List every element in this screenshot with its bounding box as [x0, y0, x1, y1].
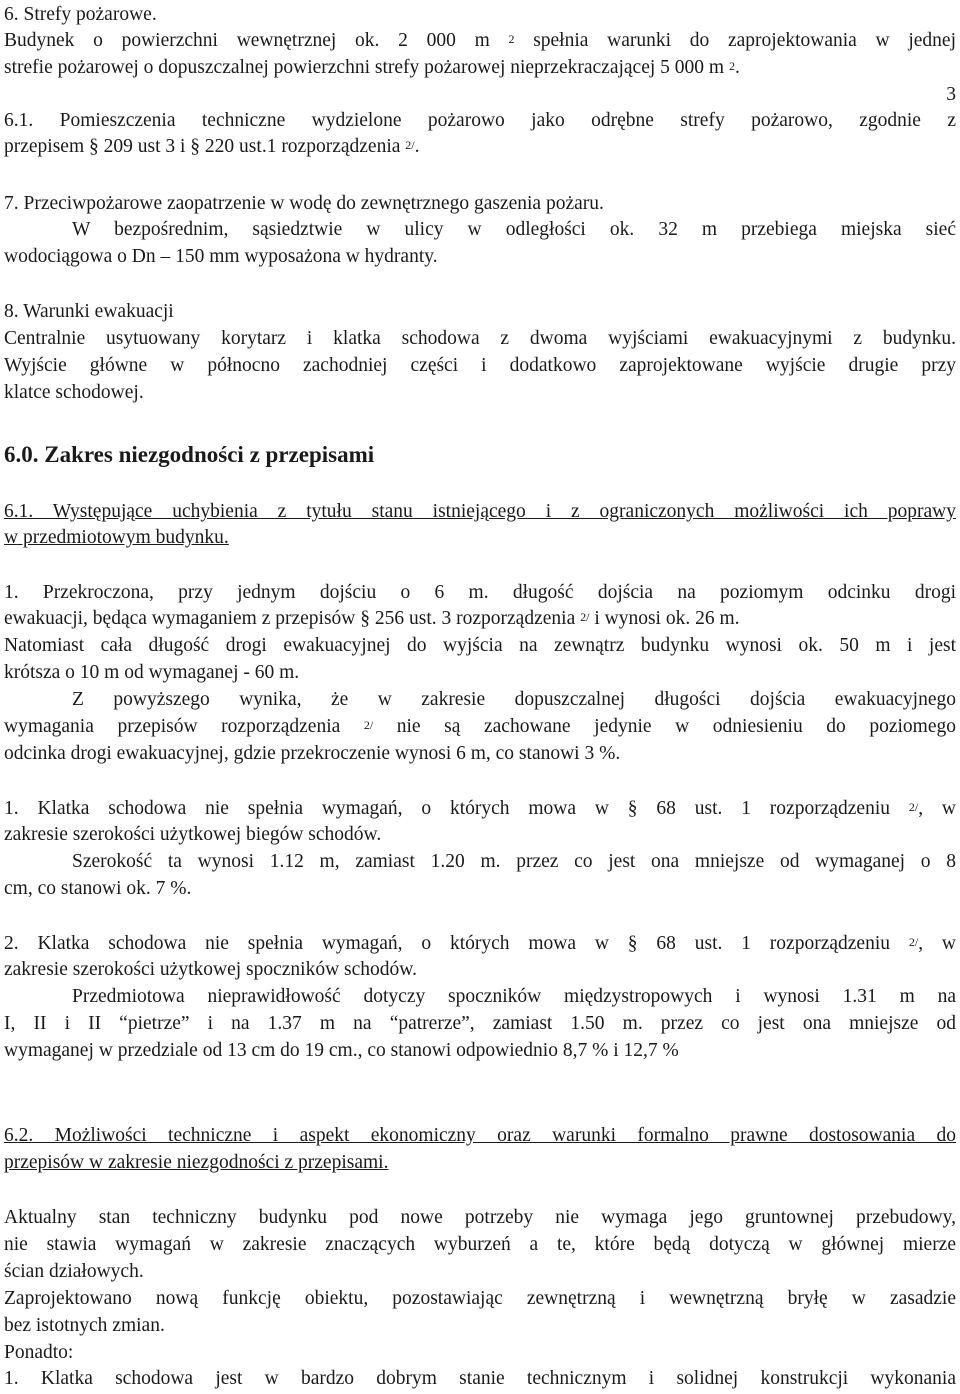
- paragraph-line: zakresie szerokości użytkowej spoczników schodów.: [4, 959, 417, 980]
- paragraph-line: ścian działowych.: [4, 1261, 144, 1282]
- paragraph-line: Przedmiotowa nieprawidłowość dotyczy spoczników międzystropowych i wynosi 1.31 m na: [72, 986, 956, 1007]
- paragraph-line: 1. Klatka schodowa nie spełnia wymagań, o których mowa w § 68 ust. 1 rozporządzeniu $^{2/}$, w: [4, 798, 956, 819]
- paragraph-line: Zaprojektowano nową funkcję obiektu, pozostawiając zewnętrzną i wewnętrzną bryłę w zasadzie: [4, 1288, 956, 1309]
- page-number: 3: [946, 84, 956, 105]
- paragraph-line: klatce schodowej.: [4, 382, 144, 403]
- paragraph-line: Natomiast cała długość drogi ewakuacyjnej do wyjścia na zewnątrz budynku wynosi ok. 50 m i jest: [4, 635, 956, 656]
- paragraph-line: W bezpośrednim, sąsiedztwie w ulicy w odległości ok. 32 m przebiega miejska sieć: [72, 219, 956, 240]
- paragraph-line: Szerokość ta wynosi 1.12 m, zamiast 1.20 m. przez co jest ona mniejsze od wymaganej o 8: [72, 851, 956, 872]
- subsection-6-2-title: przepisów w zakresie niezgodności z przepisami.: [4, 1152, 389, 1173]
- paragraph-line: cm, co stanowi ok. 7 %.: [4, 878, 192, 899]
- paragraph-line: Aktualny stan techniczny budynku pod nowe potrzeby nie wymaga jego gruntownej przebudowy,: [4, 1207, 956, 1228]
- paragraph-line: Wyjście główne w północno zachodniej części i dodatkowo zaprojektowane wyjście drugie przy: [4, 355, 956, 376]
- paragraph-line: Z powyższego wynika, że w zakresie dopuszczalnej długości dojścia ewakuacyjnego: [72, 689, 956, 710]
- paragraph-line: krótsza o 10 m od wymaganej - 60 m.: [4, 662, 300, 683]
- section-6-0-heading: 6.0. Zakres niezgodności z przepisami: [4, 442, 375, 467]
- subsection-6-1-title: 6.1. Występujące uchybienia z tytułu stanu istniejącego i z ograniczonych możliwości ich poprawy: [4, 501, 956, 522]
- paragraph-line: wodociągowa o Dn – 150 mm wyposażona w hydranty.: [4, 246, 438, 267]
- section-6-heading: 6. Strefy pożarowe.: [4, 4, 157, 25]
- paragraph-line: 1. Klatka schodowa jest w bardzo dobrym stanie technicznym i solidnej konstrukcji wykonania: [4, 1368, 956, 1389]
- paragraph-line: przepisem § 209 ust 3 i § 220 ust.1 rozporządzenia $^{2/}$.: [4, 136, 420, 157]
- paragraph-line: wymaganej w przedziale od 13 cm do 19 cm., co stanowi odpowiednio 8,7 % i 12,7 %: [4, 1040, 679, 1061]
- section-8-heading: 8. Warunki ewakuacji: [4, 301, 174, 322]
- subsection-6-2-title: 6.2. Możliwości techniczne i aspekt ekonomiczny oraz warunki formalno prawne dostosowania do: [4, 1125, 956, 1146]
- paragraph-line: Centralnie usytuowany korytarz i klatka schodowa z dwoma wyjściami ewakuacyjnymi z budynku.: [4, 328, 956, 349]
- paragraph-line: Budynek o powierzchni wewnętrznej ok. 2 000 m $^2$ spełnia warunki do zaprojektowania w jednej: [4, 30, 957, 51]
- paragraph-line: odcinka drogi ewakuacyjnej, gdzie przekroczenie wynosi 6 m, co stanowi 3 %.: [4, 743, 621, 764]
- subsection-6-1-title: w przedmiotowym budynku.: [4, 527, 229, 548]
- paragraph-line: strefie pożarowej o dopuszczalnej powierzchni strefy pożarowej nieprzekraczającej 5 000 m $^2$.: [4, 57, 740, 78]
- paragraph-line: wymagania przepisów rozporządzenia $^{2/}$ nie są zachowane jedynie w odniesieniu do poziomego: [4, 716, 956, 737]
- paragraph-line: 1. Przekroczona, przy jednym dojściu o 6 m. długość dojścia na poziomym odcinku drogi: [4, 582, 956, 603]
- paragraph-line: nie stawia wymagań w zakresie znaczących wyburzeń a te, które będą dotyczą w głównej mierze: [4, 1234, 956, 1255]
- section-7-heading: 7. Przeciwpożarowe zaopatrzenie w wodę do zewnętrznego gaszenia pożaru.: [4, 193, 604, 214]
- section-6-1-line: 6.1. Pomieszczenia techniczne wydzielone pożarowo jako odrębne strefy pożarowo, zgodnie z: [4, 110, 956, 131]
- paragraph-line: 2. Klatka schodowa nie spełnia wymagań, o których mowa w § 68 ust. 1 rozporządzeniu $^{2/}$, w: [4, 933, 956, 954]
- ponadto-label: Ponadto:: [4, 1342, 74, 1363]
- paragraph-line: zakresie szerokości użytkowej biegów schodów.: [4, 824, 382, 845]
- paragraph-line: I, II i II “pietrze” i na 1.37 m na “patrerze”, zamiast 1.50 m. przez co jest ona mniejsze od: [4, 1013, 956, 1034]
- paragraph-line: bez istotnych zmian.: [4, 1315, 165, 1336]
- paragraph-line: ewakuacji, będąca wymaganiem z przepisów § 256 ust. 3 rozporządzenia $^{2/}$ i wynosi ok. 26 m.: [4, 608, 740, 629]
